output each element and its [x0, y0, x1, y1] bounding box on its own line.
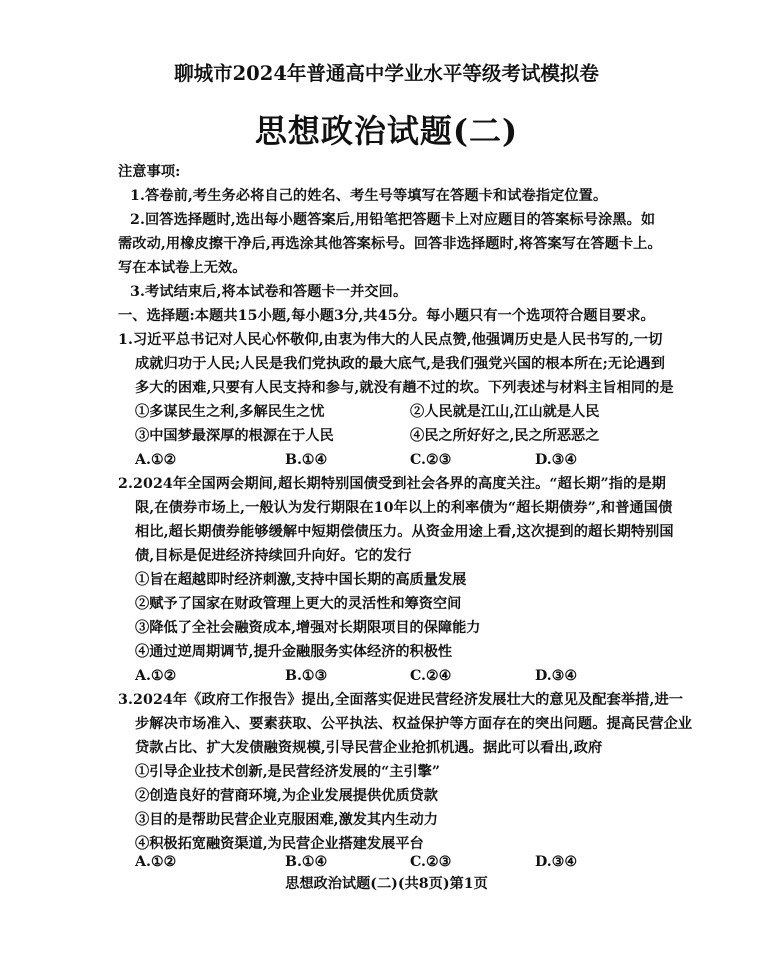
question-3-choice-d[interactable]: D.③④	[535, 854, 578, 870]
question-2-statement: ①旨在超越即时经济刺激,支持中国长期的高质量发展	[135, 572, 467, 588]
notice-item: 写在本试卷上无效。	[118, 260, 247, 276]
question-1-choice-c[interactable]: C.②③	[410, 452, 452, 468]
question-2-stem: 债,目标是促进经济持续回升向好。它的发行	[135, 548, 412, 564]
page-footer: 思想政治试题(二)(共8页)第1页	[285, 876, 488, 892]
question-3-choice-b[interactable]: B.①④	[285, 854, 328, 870]
exam-title: 聊城市2024年普通高中学业水平等级考试模拟卷	[174, 62, 599, 85]
question-2-stem: 相比,超长期债券能够缓解中短期偿债压力。从资金用途上看,这次提到的超长期特别国	[135, 524, 674, 540]
question-1-statement: ④民之所好好之,民之所恶恶之	[410, 428, 600, 444]
question-1-statement: ①多谋民生之利,多解民生之忧	[135, 404, 325, 420]
question-2-choice-a[interactable]: A.①②	[135, 668, 177, 684]
notice-item: 1.答卷前,考生务必将自己的姓名、考生号等填写在答题卡和试卷指定位置。	[130, 188, 608, 204]
question-2-statement: ②赋予了国家在财政管理上更大的灵活性和筹资空间	[135, 596, 462, 612]
question-3-choice-c[interactable]: C.②③	[410, 854, 452, 870]
question-1-statement: ③中国梦最深厚的根源在于人民	[135, 428, 334, 444]
notice-item: 需改动,用橡皮擦干净后,再选涂其他答案标号。回答非选择题时,将答案写在答题卡上。	[118, 236, 662, 252]
question-1-stem: 多大的困难,只要有人民支持和参与,就没有趟不过的坎。下列表述与材料主旨相同的是	[135, 380, 674, 396]
question-1-statement: ②人民就是江山,江山就是人民	[410, 404, 600, 420]
question-2-statement: ③降低了全社会融资成本,增强对长期限项目的保障能力	[135, 620, 481, 636]
question-2-choice-d[interactable]: D.③④	[535, 668, 578, 684]
question-2-statement: ④通过逆周期调节,提升金融服务实体经济的积极性	[135, 644, 453, 660]
question-1-choice-b[interactable]: B.①④	[285, 452, 328, 468]
notice-item: 3.考试结束后,将本试卷和答题卡一并交回。	[130, 284, 408, 300]
question-3-statement: ④积极拓宽融资渠道,为民营企业搭建发展平台	[135, 836, 424, 852]
question-2-choice-b[interactable]: B.①③	[285, 668, 328, 684]
question-3-statement: ①引导企业技术创新,是民营经济发展的“主引擎”	[135, 764, 441, 780]
question-1-choice-a[interactable]: A.①②	[135, 452, 177, 468]
notice-item: 2.回答选择题时,选出每小题答案后,用铅笔把答题卡上对应题目的答案标号涂黑。如	[130, 212, 656, 228]
question-3-stem: 贷款占比、扩大发债融资规模,引导民营企业抢抓机遇。据此可以看出,政府	[135, 740, 603, 756]
section-heading: 一、选择题:本题共15小题,每小题3分,共45分。每小题只有一个选项符合题目要求。	[118, 308, 655, 324]
question-3-statement: ③目的是帮助民营企业克服困难,激发其内生动力	[135, 812, 438, 828]
notice-heading: 注意事项:	[118, 164, 181, 180]
exam-subtitle: 思想政治试题(二)	[254, 112, 519, 150]
question-3-choice-a[interactable]: A.①②	[135, 854, 177, 870]
question-1-stem: 1.习近平总书记对人民心怀敬仰,由衷为伟大的人民点赞,他强调历史是人民书写的,一切	[118, 332, 663, 348]
question-2-stem: 2.2024年全国两会期间,超长期特别国债受到社会各界的高度关注。“超长期”指的是期	[118, 476, 666, 492]
question-3-stem: 3.2024年《政府工作报告》提出,全面落实促进民营经济发展壮大的意见及配套举措,进一	[118, 692, 684, 708]
question-3-statement: ②创造良好的营商环境,为企业发展提供优质贷款	[135, 788, 438, 804]
question-1-stem: 成就归功于人民;人民是我们党执政的最大底气,是我们强党兴国的根本所在;无论遇到	[135, 356, 666, 372]
question-2-choice-c[interactable]: C.②④	[410, 668, 452, 684]
question-2-stem: 限,在债券市场上,一般认为发行期限在10年以上的利率债为“超长期债券”,和普通国债	[135, 500, 673, 516]
question-1-choice-d[interactable]: D.③④	[535, 452, 578, 468]
question-3-stem: 步解决市场准入、要素获取、公平执法、权益保护等方面存在的突出问题。提高民营企业	[135, 716, 693, 732]
